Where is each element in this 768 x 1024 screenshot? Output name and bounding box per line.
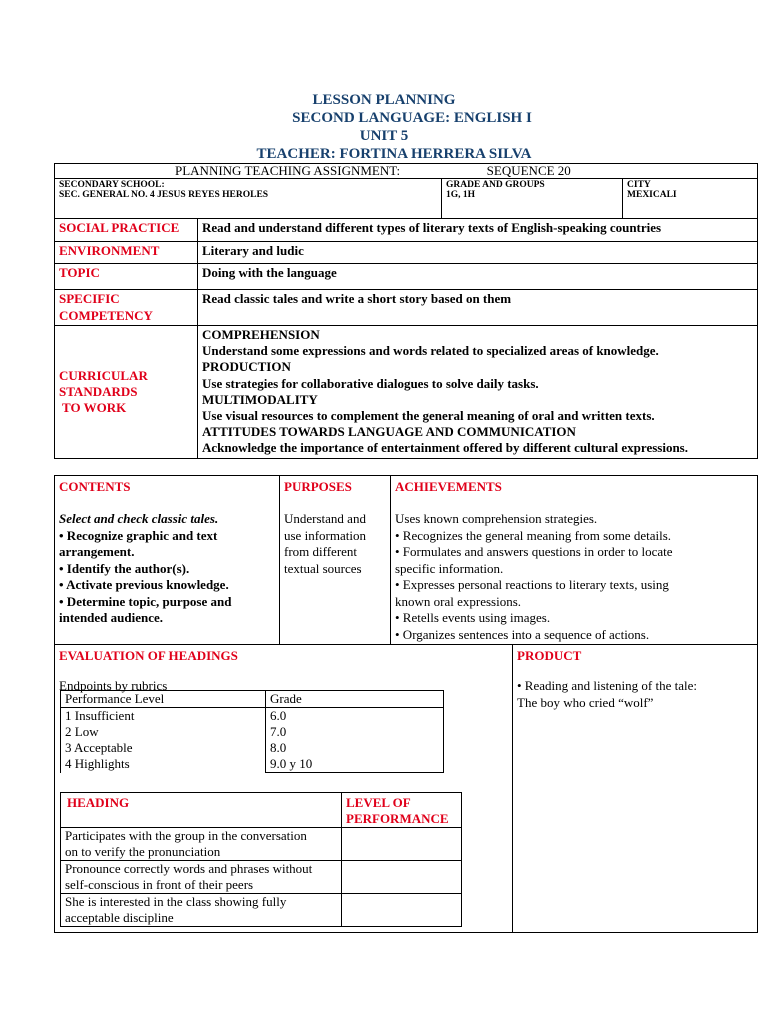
- heading-line: She is interested in the class showing fully: [65, 894, 287, 909]
- product-line: • Reading and listening of the tale:: [517, 678, 698, 693]
- purposes-cell: [280, 476, 391, 645]
- school-name: SEC. GENERAL NO. 4 JESUS REYES HEROLES: [59, 190, 269, 200]
- environment-label: ENVIRONMENT: [55, 242, 198, 264]
- rubric-grade: 8.0: [270, 740, 287, 755]
- environment-value: Literary and ludic: [198, 242, 758, 264]
- rubric-grade: 9.0 y 10: [270, 756, 313, 771]
- achievements-label: ACHIEVEMENTS: [395, 479, 502, 494]
- contents-item: • Recognize graphic and text: [59, 527, 218, 543]
- standard-line: MULTIMODALITY: [202, 391, 318, 407]
- heading-line: self-conscious in front of their peers: [65, 877, 254, 892]
- contents-label: CONTENTS: [59, 479, 131, 494]
- standards-label-line2: STANDARDS: [59, 383, 138, 399]
- assignment-sequence: SEQUENCE 20: [486, 163, 571, 178]
- standard-line: Use strategies for collaborative dialogues to solve daily tasks.: [202, 375, 539, 391]
- level-label: [342, 793, 462, 828]
- rubric-levels: [61, 708, 266, 773]
- contents-item: • Determine topic, purpose and: [59, 593, 232, 609]
- achievement-line: • Formulates and answers questions in order to locate: [395, 544, 673, 559]
- heading-table: [60, 792, 462, 927]
- competency-value: Read classic tales and write a short story based on them: [198, 290, 758, 326]
- assignment-title: PLANNING TEACHING ASSIGNMENT:: [175, 163, 401, 178]
- achievement-line: • Retells events using images.: [395, 610, 551, 625]
- heading-row: [61, 861, 342, 894]
- topic-label: TOPIC: [55, 264, 198, 290]
- social-practice-value: Read and understand different types of literary texts of English-speaking countries: [198, 219, 758, 242]
- contents-item: arrangement.: [59, 544, 135, 559]
- heading-line: on to verify the pronunciation: [65, 844, 221, 859]
- grade-value: 1G, 1H: [446, 190, 476, 200]
- competency-label-line1: SPECIFIC: [59, 291, 120, 306]
- achievement-line: • Recognizes the general meaning from some details.: [395, 527, 672, 543]
- title-lesson-planning: LESSON PLANNING: [312, 92, 456, 108]
- purposes-line: from different: [284, 544, 358, 559]
- school-label: SECONDARY SCHOOL:: [59, 180, 165, 190]
- standard-line: Understand some expressions and words related to specialized areas of knowledge.: [202, 343, 659, 359]
- purposes-line: Understand and: [284, 511, 366, 526]
- achievement-line: • Organizes sentences into a sequence of actions.: [395, 626, 650, 642]
- grade-label: GRADE AND GROUPS: [446, 180, 545, 190]
- standard-line: Use visual resources to complement the general meaning of oral and written texts.: [202, 408, 655, 424]
- rubric-level: 4 Highlights: [65, 756, 130, 771]
- competency-label: [55, 290, 198, 326]
- rubric-level: 3 Acceptable: [65, 740, 133, 755]
- level-label-line1: LEVEL OF: [346, 795, 411, 810]
- heading-level-cell: [342, 828, 462, 861]
- heading-row: [61, 828, 342, 861]
- heading-level-cell: [342, 894, 462, 927]
- heading-label: HEADING: [61, 793, 342, 828]
- standards-label-line1: CURRICULAR: [59, 367, 148, 383]
- standards-label: [55, 326, 198, 459]
- heading-line: Participates with the group in the conversation: [65, 828, 307, 843]
- achievement-line: known oral expressions.: [395, 593, 522, 609]
- grade-cell: [442, 179, 623, 219]
- purposes-line: use information: [284, 527, 366, 543]
- rubric-table: [60, 690, 444, 773]
- achievement-line: specific information.: [395, 560, 504, 576]
- achievement-line: • Expresses personal reactions to literary texts, using: [395, 577, 669, 592]
- rubric-grade: 6.0: [270, 708, 287, 723]
- city-value: MEXICALI: [627, 190, 677, 200]
- title-second-language: SECOND LANGUAGE: ENGLISH I: [292, 110, 532, 126]
- evaluation-label: EVALUATION OF HEADINGS: [59, 648, 238, 663]
- heading-line: acceptable discipline: [65, 910, 174, 925]
- contents-intro: Select and check classic tales.: [59, 511, 219, 526]
- rubric-grades: [266, 708, 444, 773]
- city-cell: [623, 179, 758, 219]
- rubric-grade: 7.0: [270, 724, 287, 739]
- heading-level-cell: [342, 861, 462, 894]
- standard-line: COMPREHENSION: [202, 327, 320, 342]
- standard-line: Acknowledge the importance of entertainment offered by different cultural expressions.: [202, 440, 688, 456]
- standard-line: PRODUCTION: [202, 359, 291, 375]
- school-cell: [55, 179, 442, 219]
- contents-cell: [55, 476, 280, 645]
- standards-value: [198, 326, 758, 459]
- level-label-line2: PERFORMANCE: [346, 811, 449, 826]
- rubric-level: 1 Insufficient: [65, 708, 135, 723]
- endpoints-text: Endpoints by rubrics: [59, 678, 168, 693]
- heading-line: Pronounce correctly words and phrases without: [65, 861, 313, 876]
- purposes-label: PURPOSES: [284, 479, 352, 494]
- topic-value: Doing with the language: [198, 264, 758, 290]
- contents-item: • Identify the author(s).: [59, 560, 190, 576]
- contents-item: intended audience.: [59, 610, 164, 625]
- product-label: PRODUCT: [517, 648, 582, 663]
- rubric-header: Performance Level: [61, 691, 266, 708]
- info-table: [54, 163, 758, 459]
- competency-label-line2: COMPETENCY: [59, 307, 153, 323]
- social-practice-label: SOCIAL PRACTICE: [55, 219, 198, 242]
- rubric-level: 2 Low: [65, 724, 99, 739]
- product-cell: [513, 645, 758, 933]
- title-teacher: TEACHER: FORTINA HERRERA SILVA: [256, 146, 532, 162]
- standards-label-line3: TO WORK: [59, 399, 127, 415]
- assignment-row: [55, 164, 758, 179]
- heading-row: [61, 894, 342, 927]
- city-label: CITY: [627, 180, 651, 190]
- standard-line: ATTITUDES TOWARDS LANGUAGE AND COMMUNICATION: [202, 424, 576, 440]
- purposes-line: textual sources: [284, 560, 362, 576]
- rubric-header: Grade: [266, 691, 444, 708]
- product-line: The boy who cried “wolf”: [517, 694, 654, 710]
- achievements-cell: [391, 476, 758, 645]
- contents-item: • Activate previous knowledge.: [59, 577, 229, 592]
- achievement-line: Uses known comprehension strategies.: [395, 511, 598, 526]
- title-unit: UNIT 5: [359, 128, 409, 144]
